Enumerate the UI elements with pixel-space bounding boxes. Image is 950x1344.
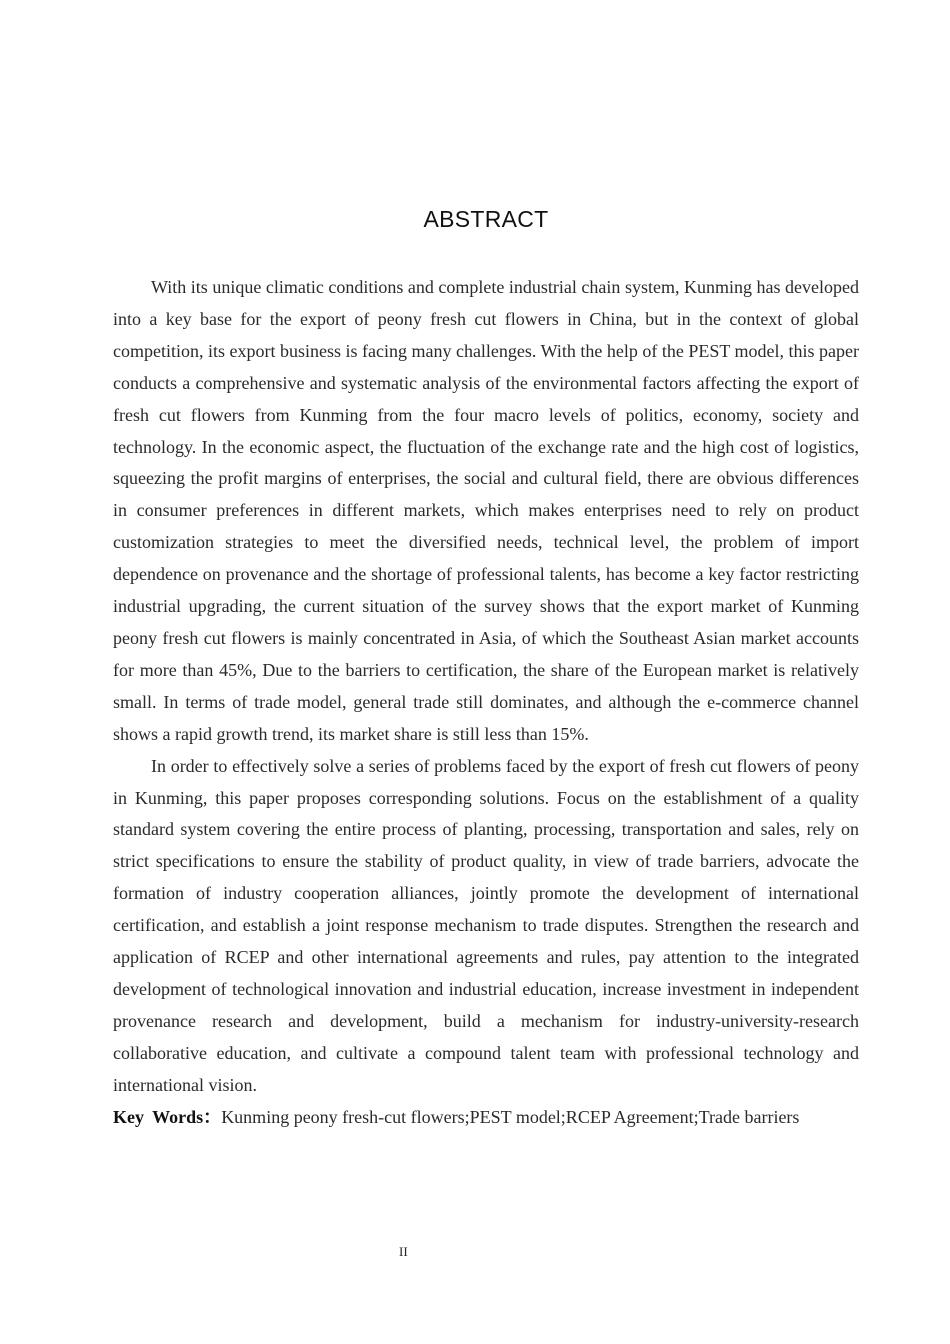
keywords-line xyxy=(113,1102,859,1134)
abstract-paragraph-1: With its unique climatic conditions and complete industrial chain system, Kunming has developed into a key base for the export of peony fresh cut flowers in China, but in the context of global competition, its export business is facing many challenges. With the help of the PEST model, this paper conducts a comprehensive and systematic analysis of the environmental factors affecting the export of fresh cut flowers from Kunming from the four macro levels of politics, economy, society and technology. In the economic aspect, the fluctuation of the exchange rate and the high cost of logistics, squeezing the profit margins of enterprises, the social and cultural field, there are obvious differences in consumer preferences in different markets, which makes enterprises need to rely on product customization strategies to meet the diversified needs, technical level, the problem of import dependence on provenance and the shortage of professional talents, has become a key factor restricting industrial upgrading, the current situation of the survey shows that the export market of Kunming peony fresh cut flowers is mainly concentrated in Asia, of which the Southeast Asian market accounts for more than 45%, Due to the barriers to certification, the share of the European market is relatively small. In terms of trade model, general trade still dominates, and although the e-commerce channel shows a rapid growth trend, its market share is still less than 15%. xyxy=(113,277,859,744)
abstract-title: ABSTRACT xyxy=(423,206,549,232)
page-number: II xyxy=(399,1244,408,1259)
keywords-label: Key Words： xyxy=(113,1106,222,1127)
abstract-paragraph-2: In order to effectively solve a series of problems faced by the export of fresh cut flowers of peony in Kunming, this paper proposes corresponding solutions. Focus on the establishment of a quality standard system covering the entire process of planting, processing, transportation and sales, rely on strict specifications to ensure the stability of product quality, in view of trade barriers, advocate the formation of industry cooperation alliances, jointly promote the development of international certification, and establish a joint response mechanism to trade disputes. Strengthen the research and application of RCEP and other international agreements and rules, pay attention to the integrated development of technological innovation and industrial education, increase investment in independent provenance research and development, build a mechanism for industry-university-research collaborative education, and cultivate a compound talent team with professional technology and international vision. xyxy=(113,755,859,1095)
abstract-body xyxy=(113,272,859,1133)
keywords-text: Kunming peony fresh-cut flowers;PEST model;RCEP Agreement;Trade barriers xyxy=(221,1106,800,1127)
